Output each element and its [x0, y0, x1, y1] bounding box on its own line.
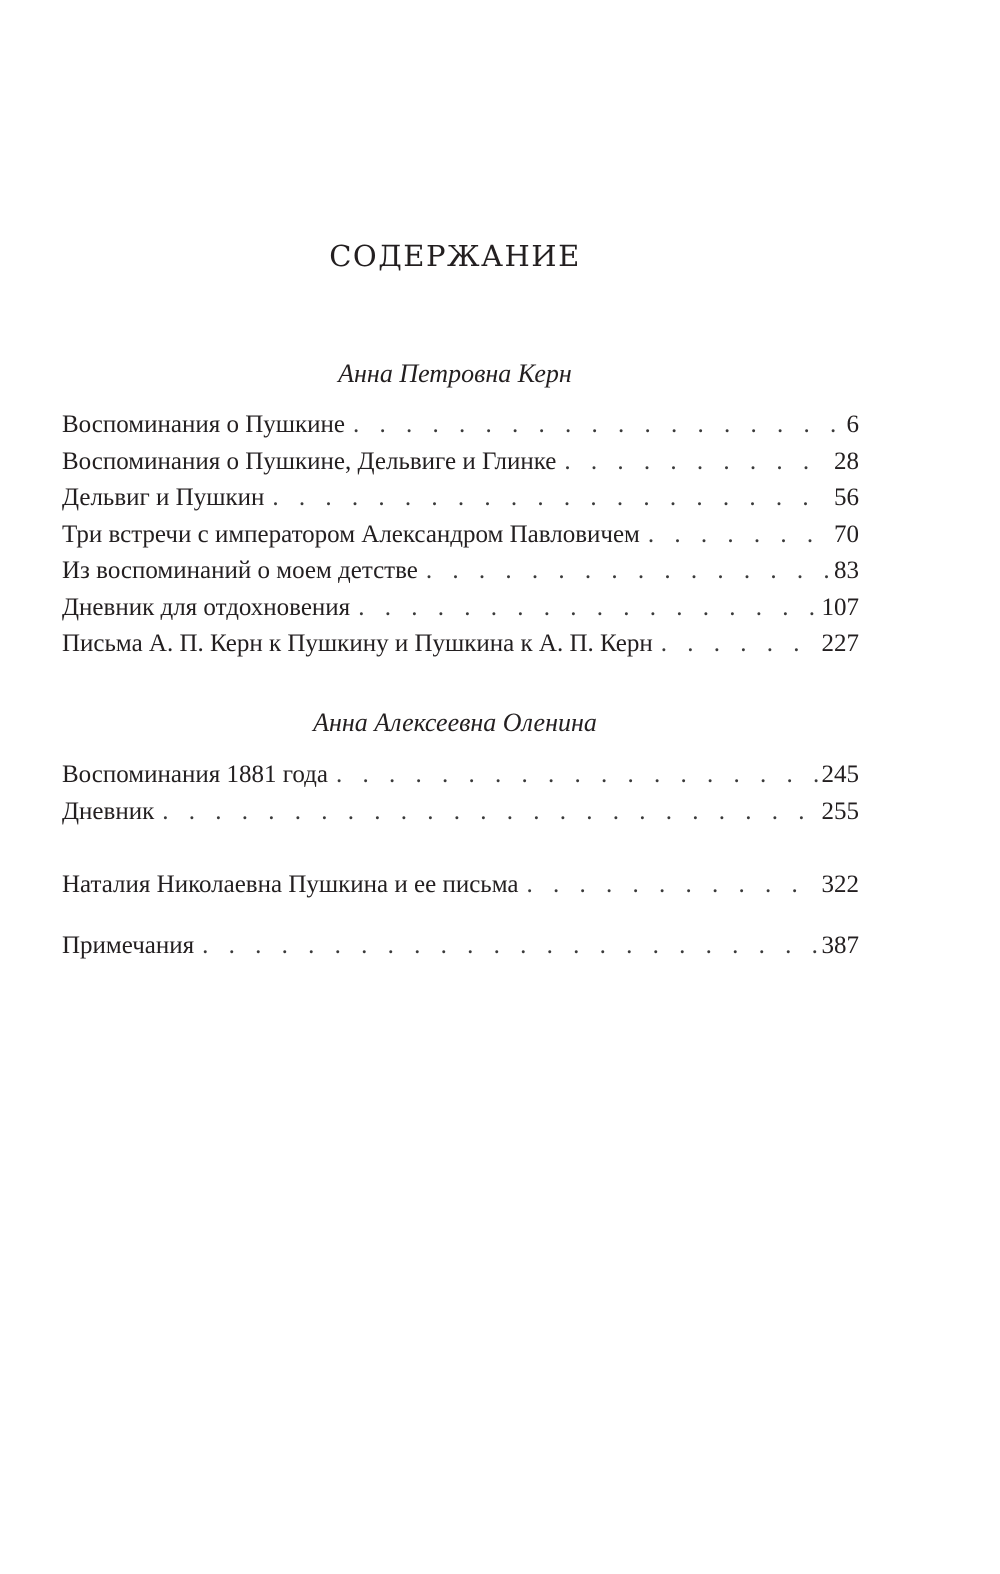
toc-entry[interactable]: [62, 626, 859, 663]
toc-entry-title: Дневник для отдохновения: [62, 593, 351, 621]
dot-leader: [202, 928, 817, 965]
dot-leader: [162, 794, 817, 831]
toc-entry-page: 322: [821, 871, 859, 898]
dot-leader: [564, 444, 830, 481]
toc-entry[interactable]: [62, 590, 859, 627]
toc-entry[interactable]: [62, 407, 859, 444]
toc-entry-page: 83: [834, 557, 859, 584]
toc-entry-page: 107: [821, 593, 859, 621]
toc-entry-page: 245: [821, 761, 859, 788]
toc-entry-title: Дневник: [62, 797, 155, 825]
toc-entry-title: Наталия Николаевна Пушкина и ее письма: [62, 871, 519, 898]
section-author-kern: Анна Петровна Керн: [338, 359, 572, 388]
toc-entry[interactable]: [62, 794, 859, 831]
dot-leader: [661, 626, 818, 663]
toc-entry[interactable]: [62, 867, 859, 904]
toc-entry-title: Воспоминания о Пушкине: [62, 411, 346, 438]
toc-entry[interactable]: [62, 757, 859, 794]
toc-entry-title: Воспоминания 1881 года: [62, 761, 328, 788]
toc-list-pushkina: [62, 867, 859, 904]
dot-leader: [353, 407, 842, 444]
toc-entry-page: 28: [834, 447, 859, 475]
toc-entry[interactable]: [62, 517, 859, 554]
toc-entry[interactable]: [62, 480, 859, 517]
toc-entry-title: Дельвиг и Пушкин: [62, 484, 265, 511]
page-title: СОДЕРЖАНИЕ: [329, 239, 581, 273]
toc-entry-title: Воспоминания о Пушкине, Дельвиге и Глинке: [62, 447, 557, 475]
toc-entry[interactable]: [62, 553, 859, 590]
dot-leader: [648, 517, 830, 554]
dot-leader: [526, 867, 817, 904]
toc-entry-title: Из воспоминаний о моем детстве: [62, 557, 418, 584]
toc-entry[interactable]: [62, 928, 859, 965]
toc-entry-page: 70: [834, 520, 859, 548]
toc-entry-page: 255: [821, 797, 859, 825]
toc-entry-page: 6: [846, 411, 859, 438]
dot-leader: [336, 757, 818, 794]
dot-leader: [426, 553, 830, 590]
toc-entry-title: Три встречи с императором Александром Павловичем: [62, 520, 640, 548]
toc-list-kern: [62, 407, 859, 663]
toc-entry-page: 56: [834, 484, 859, 511]
toc-entry-title: Письма А. П. Керн к Пушкину и Пушкина к А. П. Керн: [62, 630, 653, 657]
toc-entry-page: 227: [821, 630, 859, 657]
toc-list-olenina: [62, 757, 859, 830]
dot-leader: [272, 480, 830, 517]
toc-entry-title: Примечания: [62, 932, 195, 959]
toc-entry[interactable]: [62, 444, 859, 481]
toc-entry-page: 387: [821, 932, 859, 959]
toc-list-notes: [62, 928, 859, 965]
section-author-olenina: Анна Алексеевна Оленина: [313, 708, 597, 737]
dot-leader: [358, 590, 817, 627]
